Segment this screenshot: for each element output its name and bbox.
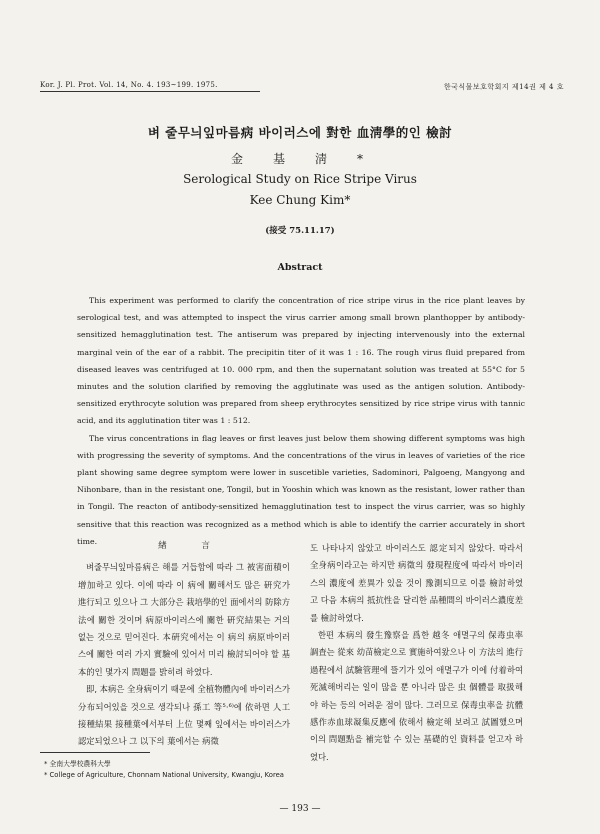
author-english: Kee Chung Kim* xyxy=(249,193,351,207)
footnote-divider xyxy=(40,752,150,753)
footnote-affiliation-korean: * 全南大學校農科大學 xyxy=(44,760,111,768)
abstract-body xyxy=(77,292,525,550)
body-column-right xyxy=(310,540,523,766)
title-english: Serological Study on Rice Stripe Virus xyxy=(183,172,417,186)
page-number: — 193 — xyxy=(279,804,321,814)
body-column-left xyxy=(78,538,290,751)
section-heading-introduction: 緖 言 xyxy=(158,541,226,551)
author-korean: 金基淸* xyxy=(230,152,393,166)
abstract-heading: Abstract xyxy=(277,262,323,273)
footnote-affiliation-english: * College of Agriculture, Chonnam National University, Kwangju, Korea xyxy=(44,771,284,779)
body-paragraph-left-2: 即, 本病은 全身病이기 때문에 全植物體內에 바이러스가 分布되어있을 것으로 생각되나 孫工 等⁵·⁶⁾에 依하면 人工接種結果 接種葉에서부터 上位 몇째 잎에서는 바이러스가 認定되었으나 그 以下의 葉에서는 病徵 xyxy=(78,684,290,747)
received-date: (接受 75.11.17) xyxy=(265,226,335,236)
body-paragraph-right-1: 도 나타나지 않았고 바이러스도 認定되지 않았다. 따라서 全身病이라고는 하지만 病徵의 發現程度에 따라서 바이러스의 濃度에 差異가 있을 것이 豫測되므로 이를 檢討하였고 다음 本病의 抵抗性을 달리한 品種間의 바이러스濃度差를 檢討하였다. xyxy=(310,543,523,623)
title-korean: 벼 줄무늬잎마름病 바이러스에 對한 血淸學的인 檢討 xyxy=(147,125,453,140)
journal-reference: Kor. J. Pl. Prot. Vol. 14, No. 4. 193~199. 1975. xyxy=(40,81,260,92)
abstract-paragraph-2: The virus concentrations in flag leaves or first leaves just below them showing different symptoms was high with progressing the severity of symptoms. And the concentrations of the virus in leaves of varieties of the rice plant showing same degree symptom were lower in suscetible varieties, Sadominori, Palgoeng, Mangyong and Nihonbare, than in the resistant one, Tongil, but in Yooshin which was known as the resistant, lower rather than in Tongil. The reacton of antibody-sensitized hemagglutination test to inspect the virus carrier, was so highly sensitive that this reaction was recognized as a method which is able to identify the carrier accurately in short time. xyxy=(77,433,525,546)
body-paragraph-right-2: 한편 本病의 發生豫察을 爲한 越冬 애멸구의 保毒虫率 調査는 從來 幼苗檢定으로 實施하여왔으나 이 方法의 進行過程에서 試驗管理에 뜰기가 있어 애멸구가 이에 付着하여 死滅해버리는 일이 많을 뿐 아니라 많은 虫 個體를 取扱해야 하는 등의 어려운 점이 많다. 그러므로 保毒虫率을 抗體感作赤血球凝集反應에 依해서 檢定해 보려고 試圖했으며 이의 問題點을 補完할 수 있는 基礎的인 資料를 얻고자 하였다. xyxy=(310,630,523,762)
journal-reference-korean: 한국식물보호학회지 제14권 제 4 호 xyxy=(443,83,564,91)
body-paragraph-left-1: 벼줄무늬잎마름病은 해를 거듭함에 따라 그 被害面積이 增加하고 있다. 이에 따라 이 病에 關해서도 많은 硏究가 進行되고 있으나 그 大部分은 栽培學的인 面에서의 防除方法에 關한 것이며 病原바이러스에 關한 硏究結果는 거의 없는 것으로 믿어진다. 本硏究에서는 이 病의 病原바이러스에 關한 여러 가지 實驗에 있어서 미리 檢討되어야 할 基本的인 몇가지 問題를 밝히려 하였다. xyxy=(78,562,290,677)
abstract-paragraph-1: This experiment was performed to clarify the concentration of rice stripe virus in the rice plant leaves by serological test, and was attempted to inspect the virus carrier among small brown planthopper by antibody-sensitized hemagglutination test. The antiserum was prepared by injecting intervenously into the external marginal vein of the ear of a rabbit. The precipitin titer of it was 1 : 16. The rough virus fluid prepared from diseased leaves was centrifuged at 10. 000 rpm, and then the supernatant solution was treated at 55°C for 5 minutes and the solution clarified by removing the agglutinate was used as the antigen solution. Antibody-sensitized erythrocyte solution was prepared from sheep erythrocytes sensitized by rice stripe virus with tannic acid, and its agglutination titer was 1 : 512. xyxy=(77,296,525,426)
